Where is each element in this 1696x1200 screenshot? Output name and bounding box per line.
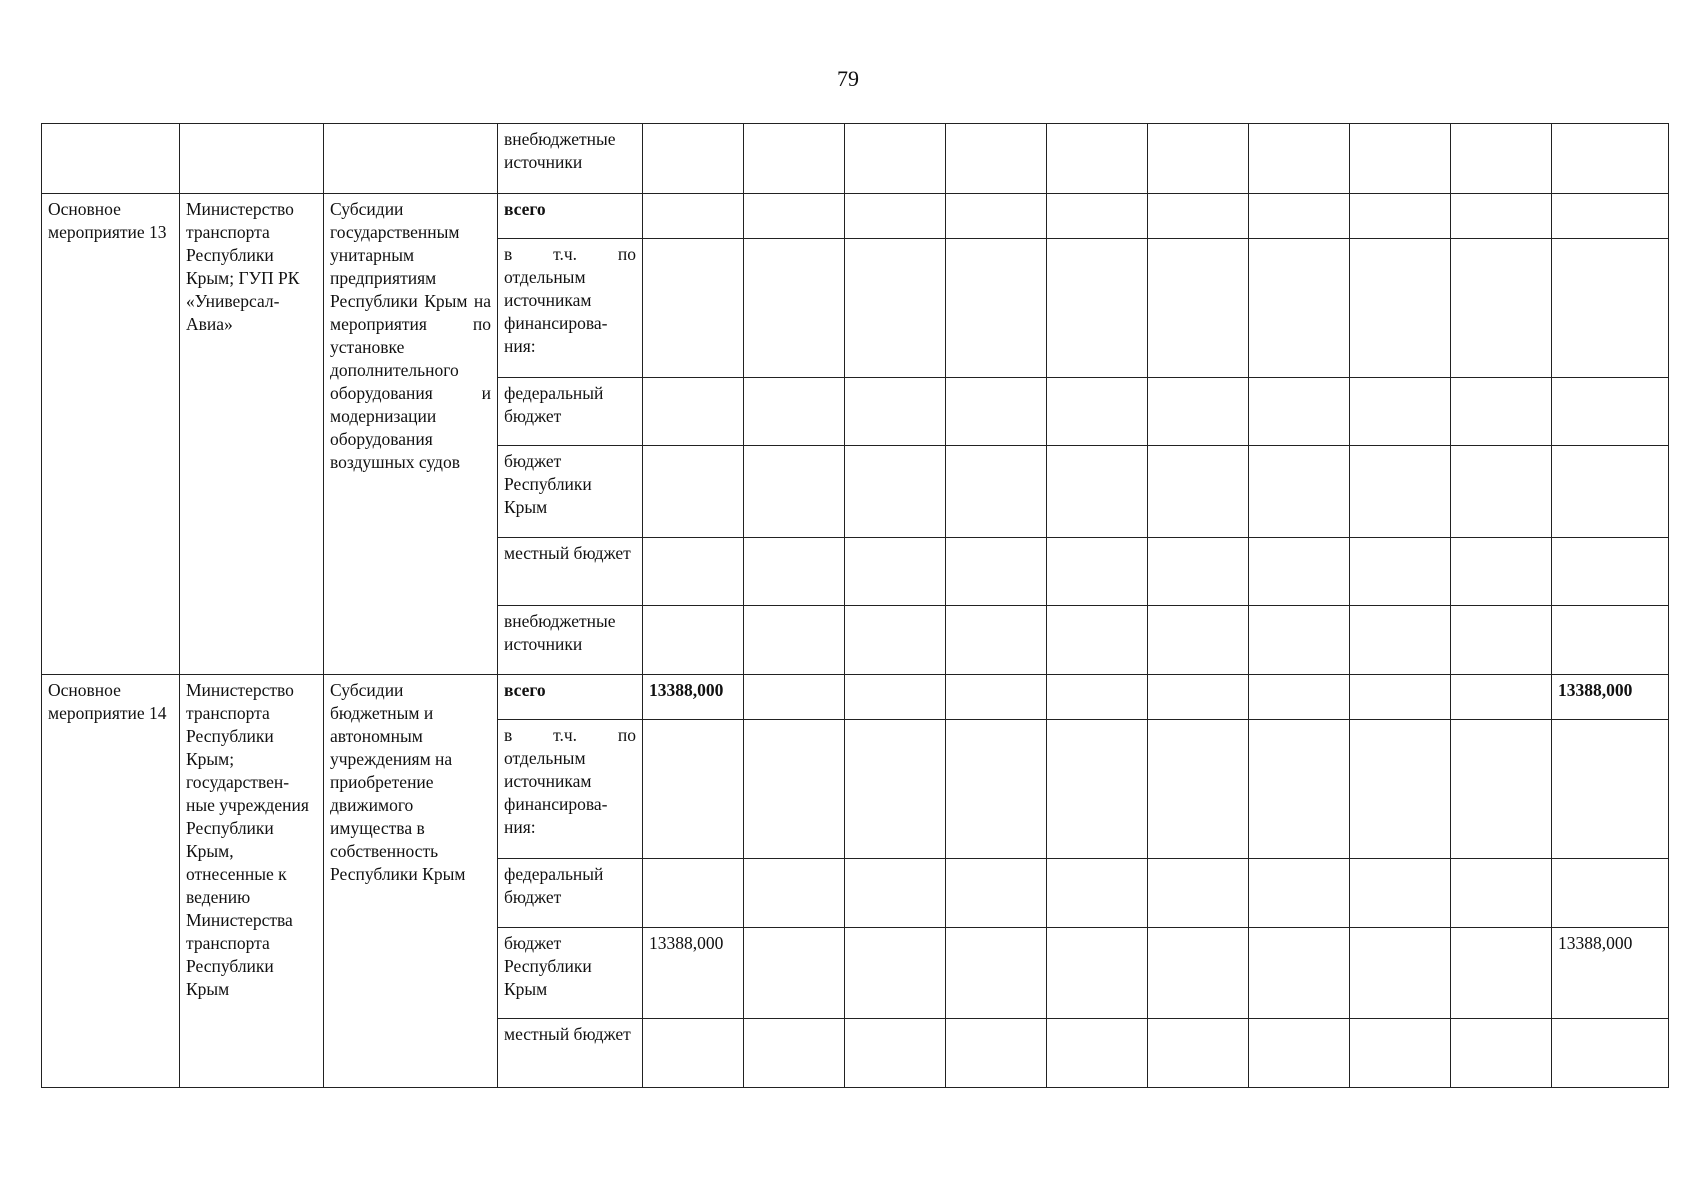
funding-source-rk-budget: бюджет Республики Крым: [498, 446, 643, 538]
value-cell: [744, 124, 845, 194]
value-cell: [845, 720, 946, 859]
value-cell: [1249, 675, 1350, 720]
value-cell: [1148, 446, 1249, 538]
value-cell: [1552, 538, 1669, 606]
value-cell: [1451, 239, 1552, 378]
value-cell: [946, 859, 1047, 928]
value-cell: [845, 675, 946, 720]
funding-source-rk-budget: бюджет Республики Крым: [498, 928, 643, 1019]
value-cell: [643, 859, 744, 928]
value-cell: [845, 606, 946, 675]
description-cell: Субсидии бюджетным и автономным учреждениям на приобретение движимого имущества в собственность Республики Крым: [324, 675, 498, 1088]
value-cell: [1552, 194, 1669, 239]
funding-source-local: местный бюджет: [498, 1019, 643, 1088]
value-cell: [744, 928, 845, 1019]
value-cell: [845, 194, 946, 239]
value-cell: [1249, 446, 1350, 538]
value-cell: [744, 538, 845, 606]
value-cell: [946, 378, 1047, 446]
executor-cell: [180, 124, 324, 194]
value-cell: [1350, 446, 1451, 538]
breakdown-rest: отдельным источникам финансирова-ния:: [504, 267, 608, 356]
value-cell: [1148, 606, 1249, 675]
value-cell: [1350, 928, 1451, 1019]
value-cell: [1249, 859, 1350, 928]
value-cell: [845, 1019, 946, 1088]
financing-table: [41, 123, 1669, 1088]
funding-source-federal: федеральный бюджет: [498, 859, 643, 928]
breakdown-rest: отдельным источникам финансирова-ния:: [504, 748, 608, 837]
value-cell: [1249, 378, 1350, 446]
value-cell: [1148, 538, 1249, 606]
description-cell: Субсидии государственным унитарным предприятиям Республики Крым на мероприятия по установке дополнительного оборудования и модернизации оборудования воздушных судов: [324, 194, 498, 675]
value-cell: [1552, 239, 1669, 378]
value-cell: [1451, 928, 1552, 1019]
value-cell: [1249, 606, 1350, 675]
value-cell: [1047, 1019, 1148, 1088]
value-cell: [845, 538, 946, 606]
funding-source-extra: внебюджетные источники: [498, 606, 643, 675]
value-cell: [643, 124, 744, 194]
value-cell: [1552, 859, 1669, 928]
value-cell: [643, 606, 744, 675]
value-cell: [1148, 124, 1249, 194]
value-cell: [845, 124, 946, 194]
value-cell: [946, 538, 1047, 606]
value-cell: [1350, 124, 1451, 194]
value-cell: [1451, 538, 1552, 606]
value-cell: [643, 538, 744, 606]
value-cell: [643, 378, 744, 446]
value-cell: [1552, 1019, 1669, 1088]
value-cell: [946, 124, 1047, 194]
value-cell: [1350, 538, 1451, 606]
value-cell: [1249, 239, 1350, 378]
executor-cell: Министерство транспорта Республики Крым; ГУП РК «Универсал-Авиа»: [180, 194, 324, 675]
description-cell: [324, 124, 498, 194]
measure-cell: [42, 124, 180, 194]
value-cell: [1148, 378, 1249, 446]
value-cell: [1350, 606, 1451, 675]
value-cell: [1148, 859, 1249, 928]
value-cell: [1552, 446, 1669, 538]
value-cell: [1350, 378, 1451, 446]
value-cell: [845, 859, 946, 928]
value-cell: [1249, 1019, 1350, 1088]
value-cell: [1148, 720, 1249, 859]
funding-source-cell: внебюджетные источники: [498, 124, 643, 194]
value-cell: [1451, 124, 1552, 194]
value-cell-rk: 13388,000: [643, 928, 744, 1019]
value-cell: [1249, 928, 1350, 1019]
value-cell: [744, 1019, 845, 1088]
value-cell: [1148, 194, 1249, 239]
value-cell: [1451, 194, 1552, 239]
value-cell: [845, 928, 946, 1019]
value-cell-total-summary: 13388,000: [1552, 675, 1669, 720]
value-cell: [946, 606, 1047, 675]
value-cell: [744, 194, 845, 239]
value-cell: [643, 194, 744, 239]
value-cell: [1047, 538, 1148, 606]
value-cell: [1047, 378, 1148, 446]
breakdown-line: в т.ч. по: [504, 244, 636, 264]
value-cell: [946, 194, 1047, 239]
value-cell: [1552, 124, 1669, 194]
value-cell: [845, 239, 946, 378]
value-cell: [946, 239, 1047, 378]
value-cell: [744, 675, 845, 720]
measure-name-cell: Основное мероприятие 14: [42, 675, 180, 1088]
value-cell: [1451, 720, 1552, 859]
executor-cell: Министерство транспорта Республики Крым; государствен-ные учреждения Республики Крым, отнесенные к ведению Министерства транспорта Республики Крым: [180, 675, 324, 1088]
value-cell: [1350, 859, 1451, 928]
measure-name-cell: Основное мероприятие 13: [42, 194, 180, 675]
value-cell: [744, 720, 845, 859]
funding-source-total: всего: [498, 675, 643, 720]
value-cell-total: 13388,000: [643, 675, 744, 720]
value-cell: [1552, 606, 1669, 675]
value-cell: [1552, 378, 1669, 446]
value-cell: [643, 446, 744, 538]
value-cell: [744, 239, 845, 378]
value-cell: [643, 1019, 744, 1088]
value-cell: [1350, 239, 1451, 378]
value-cell: [1249, 720, 1350, 859]
value-cell: [946, 675, 1047, 720]
value-cell: [1451, 1019, 1552, 1088]
funding-source-breakdown: [498, 239, 643, 378]
value-cell: [1249, 124, 1350, 194]
value-cell: [1148, 1019, 1249, 1088]
funding-source-local: местный бюджет: [498, 538, 643, 606]
value-cell: [1350, 675, 1451, 720]
value-cell: [1148, 928, 1249, 1019]
value-cell: [1451, 859, 1552, 928]
value-cell: [1350, 194, 1451, 239]
value-cell: [946, 446, 1047, 538]
table-row: [42, 194, 1669, 239]
value-cell: [1047, 194, 1148, 239]
value-cell: [1047, 928, 1148, 1019]
value-cell-rk-summary: 13388,000: [1552, 928, 1669, 1019]
value-cell: [1350, 720, 1451, 859]
value-cell: [1350, 1019, 1451, 1088]
value-cell: [1451, 446, 1552, 538]
value-cell: [744, 446, 845, 538]
value-cell: [1047, 446, 1148, 538]
value-cell: [1451, 606, 1552, 675]
value-cell: [946, 1019, 1047, 1088]
value-cell: [1249, 538, 1350, 606]
value-cell: [845, 446, 946, 538]
value-cell: [1047, 675, 1148, 720]
value-cell: [1148, 675, 1249, 720]
value-cell: [1047, 239, 1148, 378]
value-cell: [845, 378, 946, 446]
breakdown-line: в т.ч. по: [504, 725, 636, 745]
value-cell: [946, 720, 1047, 859]
table-row: [42, 675, 1669, 720]
value-cell: [1451, 675, 1552, 720]
funding-source-total: всего: [498, 194, 643, 239]
value-cell: [744, 606, 845, 675]
value-cell: [1047, 859, 1148, 928]
table-row: [42, 124, 1669, 194]
value-cell: [744, 859, 845, 928]
value-cell: [1047, 124, 1148, 194]
value-cell: [1552, 720, 1669, 859]
funding-source-federal: федеральный бюджет: [498, 378, 643, 446]
value-cell: [1047, 720, 1148, 859]
value-cell: [946, 928, 1047, 1019]
value-cell: [744, 378, 845, 446]
value-cell: [1047, 606, 1148, 675]
page-number: 79: [837, 66, 859, 91]
value-cell: [1451, 378, 1552, 446]
value-cell: [643, 720, 744, 859]
value-cell: [1249, 194, 1350, 239]
value-cell: [643, 239, 744, 378]
value-cell: [1148, 239, 1249, 378]
funding-source-breakdown: [498, 720, 643, 859]
